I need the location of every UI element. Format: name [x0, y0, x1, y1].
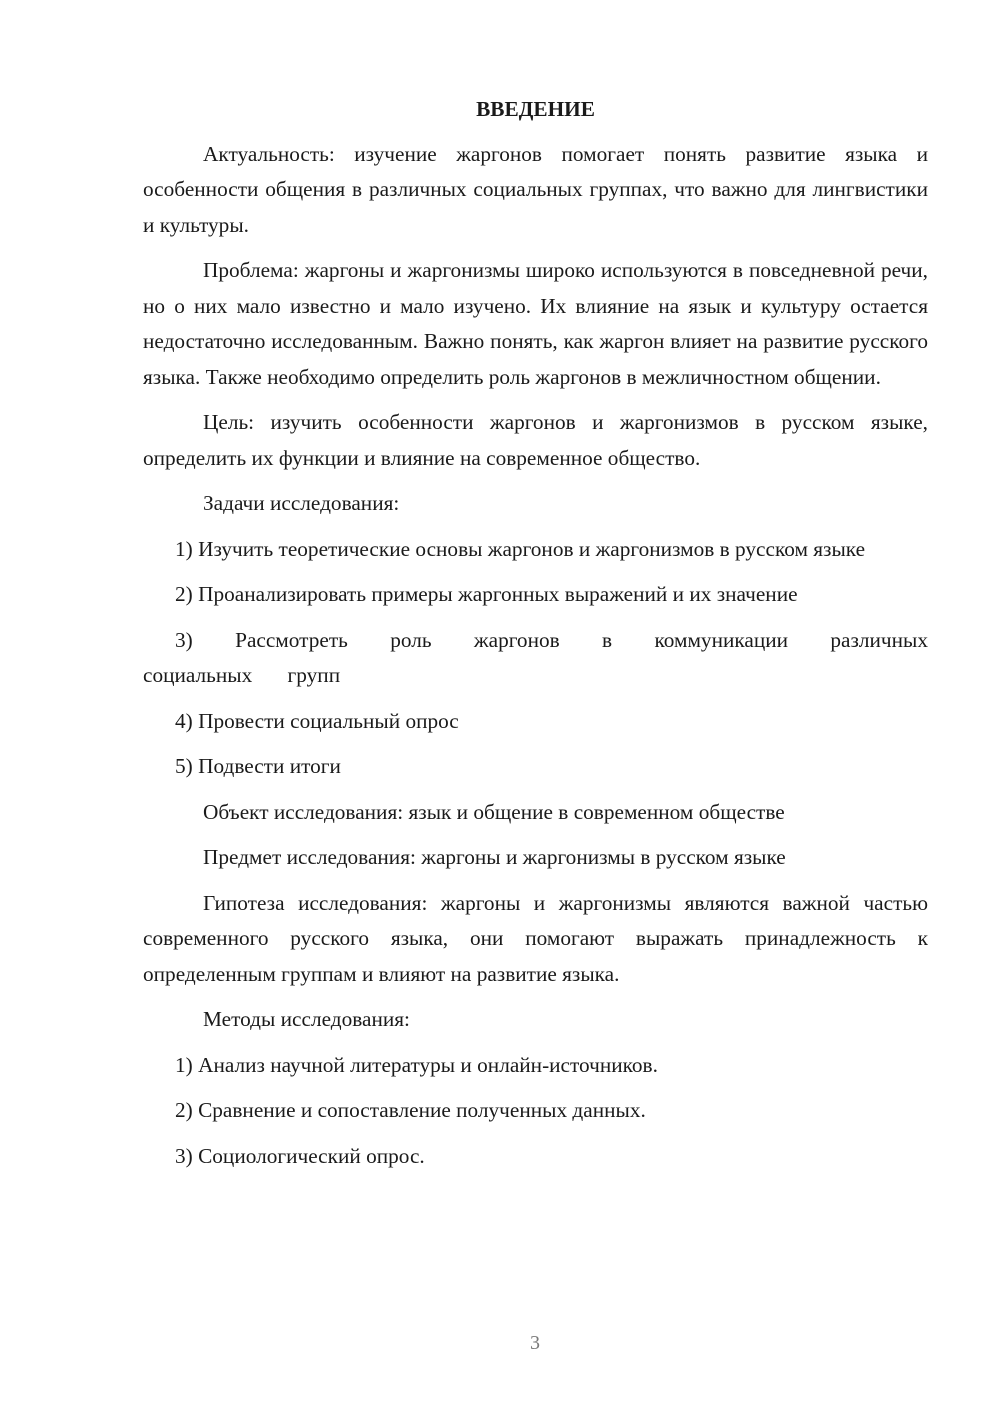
task-item-4: 4) Провести социальный опрос — [175, 708, 459, 733]
method-item-2: 2) Сравнение и сопоставление полученных данных. — [175, 1098, 646, 1122]
tasks-title: Задачи исследования: — [203, 491, 400, 515]
relevance-paragraph: Актуальность: изучение жаргонов помогает понять развитие языка и особенности общения в различных социальных группах, что важно для лингвистики и культуры. — [143, 141, 928, 237]
goal-paragraph: Цель: изучить особенности жаргонов и жаргонизмов в русском языке, определить их функции и влияние на современное общество. — [143, 410, 928, 470]
task-item-5: 5) Подвести итоги — [175, 754, 341, 778]
page-number: 3 — [530, 1332, 540, 1354]
method-item-1: 1) Анализ научной литературы и онлайн-источников. — [175, 1052, 658, 1077]
method-item-3: 3) Социологический опрос. — [175, 1143, 425, 1168]
object-paragraph: Объект исследования: язык и общение в современном обществе — [203, 799, 785, 824]
document-page — [143, 92, 928, 1184]
problem-paragraph: Проблема: жаргоны и жаргонизмы широко используются в повседневной речи, но о них мало известно и мало изучено. Их влияние на язык и культуру остается недостаточно исследованным. Важно понять, как жаргон влияет на развитие русского языка. Также необходимо определить роль жаргонов в межличностном общении. — [143, 258, 928, 389]
task-item-3: 3) Рассмотреть роль жаргонов в коммуникации различных социальных групп — [143, 627, 928, 687]
subject-paragraph: Предмет исследования: жаргоны и жаргонизмы в русском языке — [203, 845, 786, 869]
task-item-2: 2) Проанализировать примеры жаргонных выражений и их значение — [175, 582, 798, 606]
hypothesis-paragraph: Гипотеза исследования: жаргоны и жаргонизмы являются важной частью современного русского языка, они помогают выражать принадлежность к определенным группам и влияют на развитие языка. — [143, 890, 928, 986]
section-heading: ВВЕДЕНИЕ — [476, 97, 595, 121]
methods-title: Методы исследования: — [203, 1007, 410, 1031]
task-item-1: 1) Изучить теоретические основы жаргонов и жаргонизмов в русском языке — [175, 536, 866, 561]
